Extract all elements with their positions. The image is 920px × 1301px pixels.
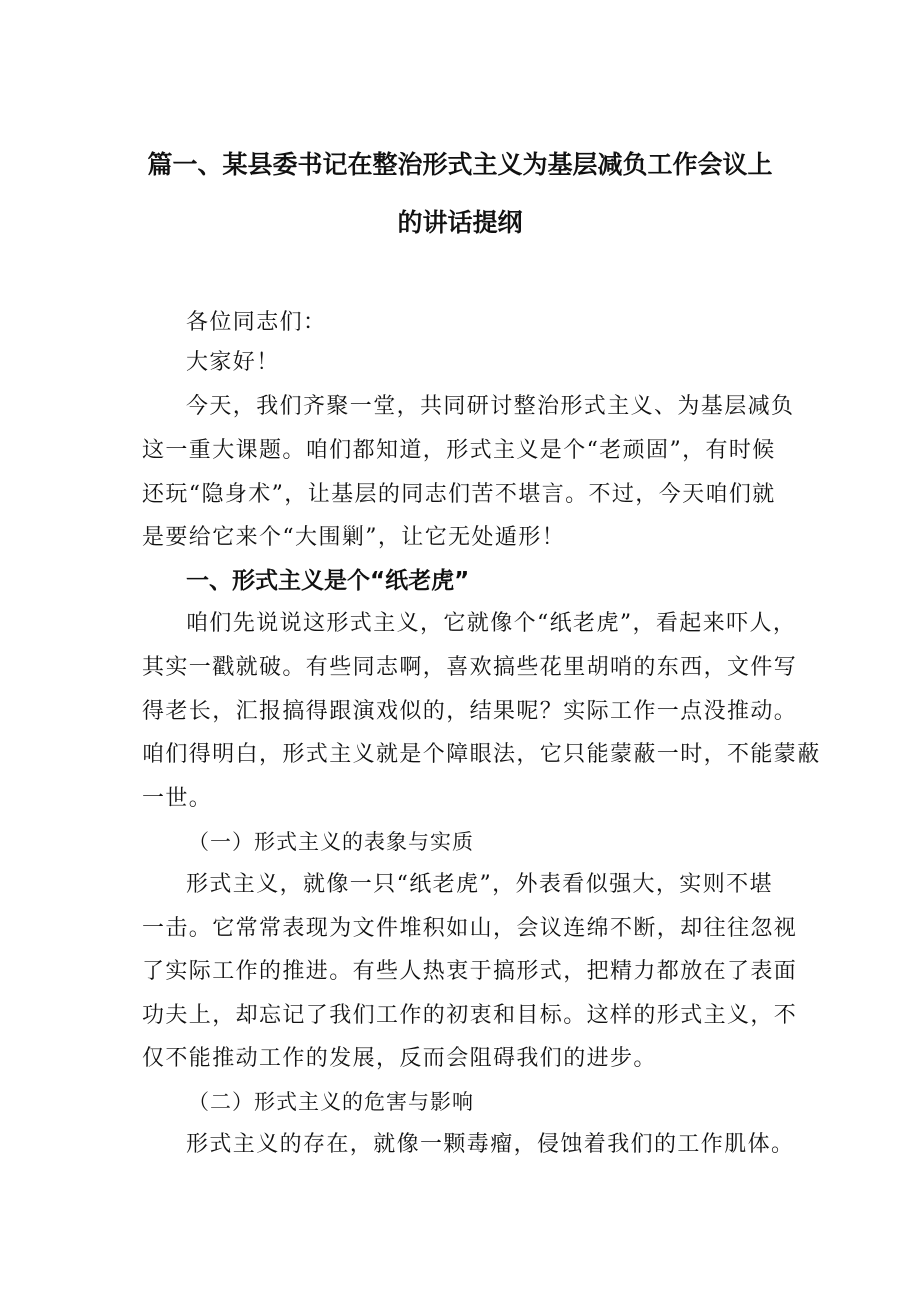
paragraph-4-line-1: 形式主义的存在，就像一颗毒瘤，侵蚀着我们的工作肌体。	[186, 1132, 795, 1157]
paragraph-2-line-5: 一世。	[142, 786, 213, 811]
paragraph-1-line-4: 是要给它来个“大围剿”，让它无处遁形！	[142, 525, 566, 550]
paragraph-2-line-1: 咱们先说说这形式主义，它就像个“纸老虎”，看起来吓人，	[186, 611, 797, 636]
paragraph-2-line-2: 其实一戳就破。有些同志啊，喜欢搞些花里胡哨的东西，文件写	[142, 655, 798, 680]
paragraph-1-line-1: 今天，我们齐聚一堂，共同研讨整治形式主义、为基层减负	[186, 394, 795, 419]
paragraph-2-line-3: 得老长，汇报搞得跟演戏似的，结果呢？实际工作一点没推动。	[142, 699, 798, 724]
paragraph-1-line-2: 这一重大课题。咱们都知道，形式主义是个“老顽固”，有时候	[142, 438, 776, 463]
greeting: 大家好！	[186, 350, 280, 375]
paragraph-3-line-3: 了实际工作的推进。有些人热衷于搞形式，把精力都放在了表面	[142, 959, 798, 984]
subsection-heading-1: （一）形式主义的表象与实质	[188, 830, 474, 854]
salutation: 各位同志们：	[186, 310, 327, 335]
document-title-line-2: 的讲话提纲	[397, 208, 523, 237]
paragraph-3-line-1: 形式主义，就像一只“纸老虎”，外表看似强大，实则不堪	[186, 872, 773, 897]
subsection-heading-2: （二）形式主义的危害与影响	[188, 1090, 474, 1114]
document-title-line-1: 篇一、某县委书记在整治形式主义为基层减负工作会议上	[147, 150, 773, 179]
paragraph-1-line-3: 还玩“隐身术”，让基层的同志们苦不堪言。不过，今天咱们就	[142, 482, 776, 507]
paragraph-3-line-5: 仅不能推动工作的发展，反而会阻碍我们的进步。	[142, 1046, 657, 1071]
section-heading-1: 一、形式主义是个“纸老虎”	[186, 568, 470, 594]
paragraph-3-line-4: 功夫上，却忘记了我们工作的初衷和目标。这样的形式主义，不	[142, 1003, 798, 1028]
paragraph-2-line-4: 咱们得明白，形式主义就是个障眼法，它只能蒙蔽一时，不能蒙蔽	[142, 742, 821, 767]
paragraph-3-line-2: 一击。它常常表现为文件堆积如山，会议连绵不断，却往往忽视	[142, 916, 798, 941]
